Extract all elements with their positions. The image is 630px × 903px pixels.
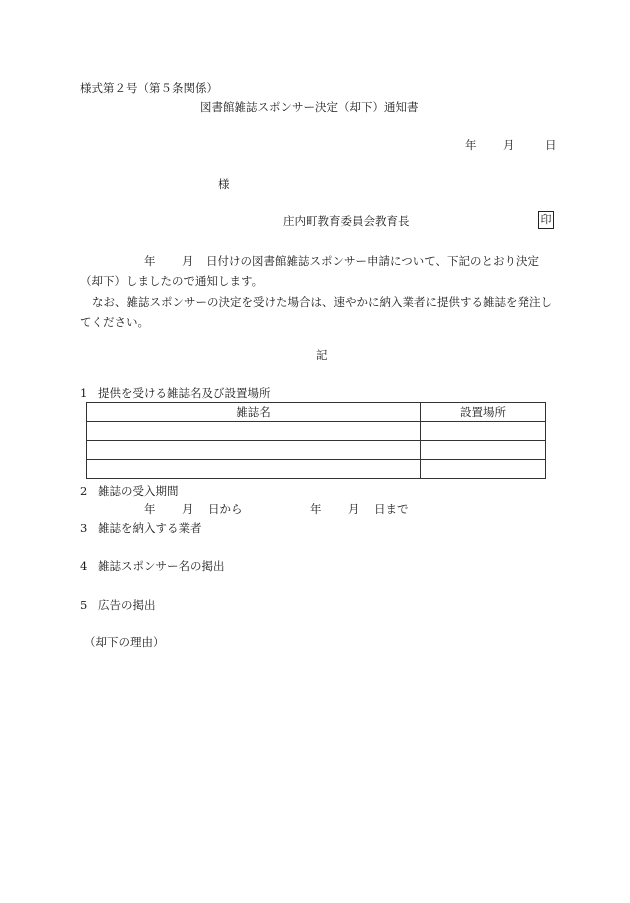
magazine-name-cell [87,460,421,479]
item-4 [80,559,225,573]
item-3 [80,521,202,535]
item-5-label: 広告の掲出 [98,598,156,612]
date-month: 月 [503,138,515,152]
location-cell [421,460,546,479]
item-2-label: 雑誌の受入期間 [98,484,179,498]
item-1 [80,386,271,400]
item-3-label: 雑誌を納入する業者 [98,521,202,535]
item-2 [80,484,179,498]
location-cell [421,422,546,441]
period-from-year: 年 [144,502,156,516]
table-header-row [87,403,546,422]
item-3-number: 3 [80,521,88,535]
rejection-reason-label: （却下の理由） [84,635,165,649]
date-year: 年 [465,138,477,152]
header-magazine-name: 雑誌名 [87,403,421,422]
item-5-number: 5 [80,598,88,612]
item-1-label: 提供を受ける雑誌名及び設置場所 [98,386,271,400]
para-month: 月 [182,254,194,268]
date-day: 日 [545,138,557,152]
date-line [465,138,557,152]
item-1-number: 1 [80,386,88,400]
period-to-year: 年 [310,502,322,516]
sender-name: 庄内町教育委員会教育長 [283,214,410,228]
table-row [87,441,546,460]
period-line [144,502,409,516]
item-5 [80,598,156,612]
document-title: 図書館雑誌スポンサー決定（却下）通知書 [200,100,419,114]
item-4-number: 4 [80,559,88,573]
period-to-month: 月 [348,502,360,516]
item-4-label: 雑誌スポンサー名の掲出 [98,559,225,573]
location-cell [421,441,546,460]
magazine-name-cell [87,441,421,460]
table-row [87,460,546,479]
header-location: 設置場所 [421,403,546,422]
addressee: 様 [218,177,230,191]
seal-box: 印 [538,211,554,229]
notice-paragraph [80,251,560,291]
para-text: 日付けの図書館雑誌スポンサー申請について、下記のとおり決定（却下）しましたので通知します。 [80,254,540,288]
para-year: 年 [144,254,156,268]
magazine-name-cell [87,422,421,441]
table-row [87,422,546,441]
instruction-paragraph [80,292,560,332]
item-2-number: 2 [80,484,88,498]
ki-heading: 記 [316,348,328,362]
period-from-month: 月 [182,502,194,516]
period-to-suffix: 日まで [374,502,409,516]
magazine-table [86,402,546,479]
form-number: 様式第２号（第５条関係） [80,81,218,95]
period-from-suffix: 日から [208,502,243,516]
para2-text: なお、雑誌スポンサーの決定を受けた場合は、速やかに納入業者に提供する雑誌を発注してください。 [80,295,552,329]
